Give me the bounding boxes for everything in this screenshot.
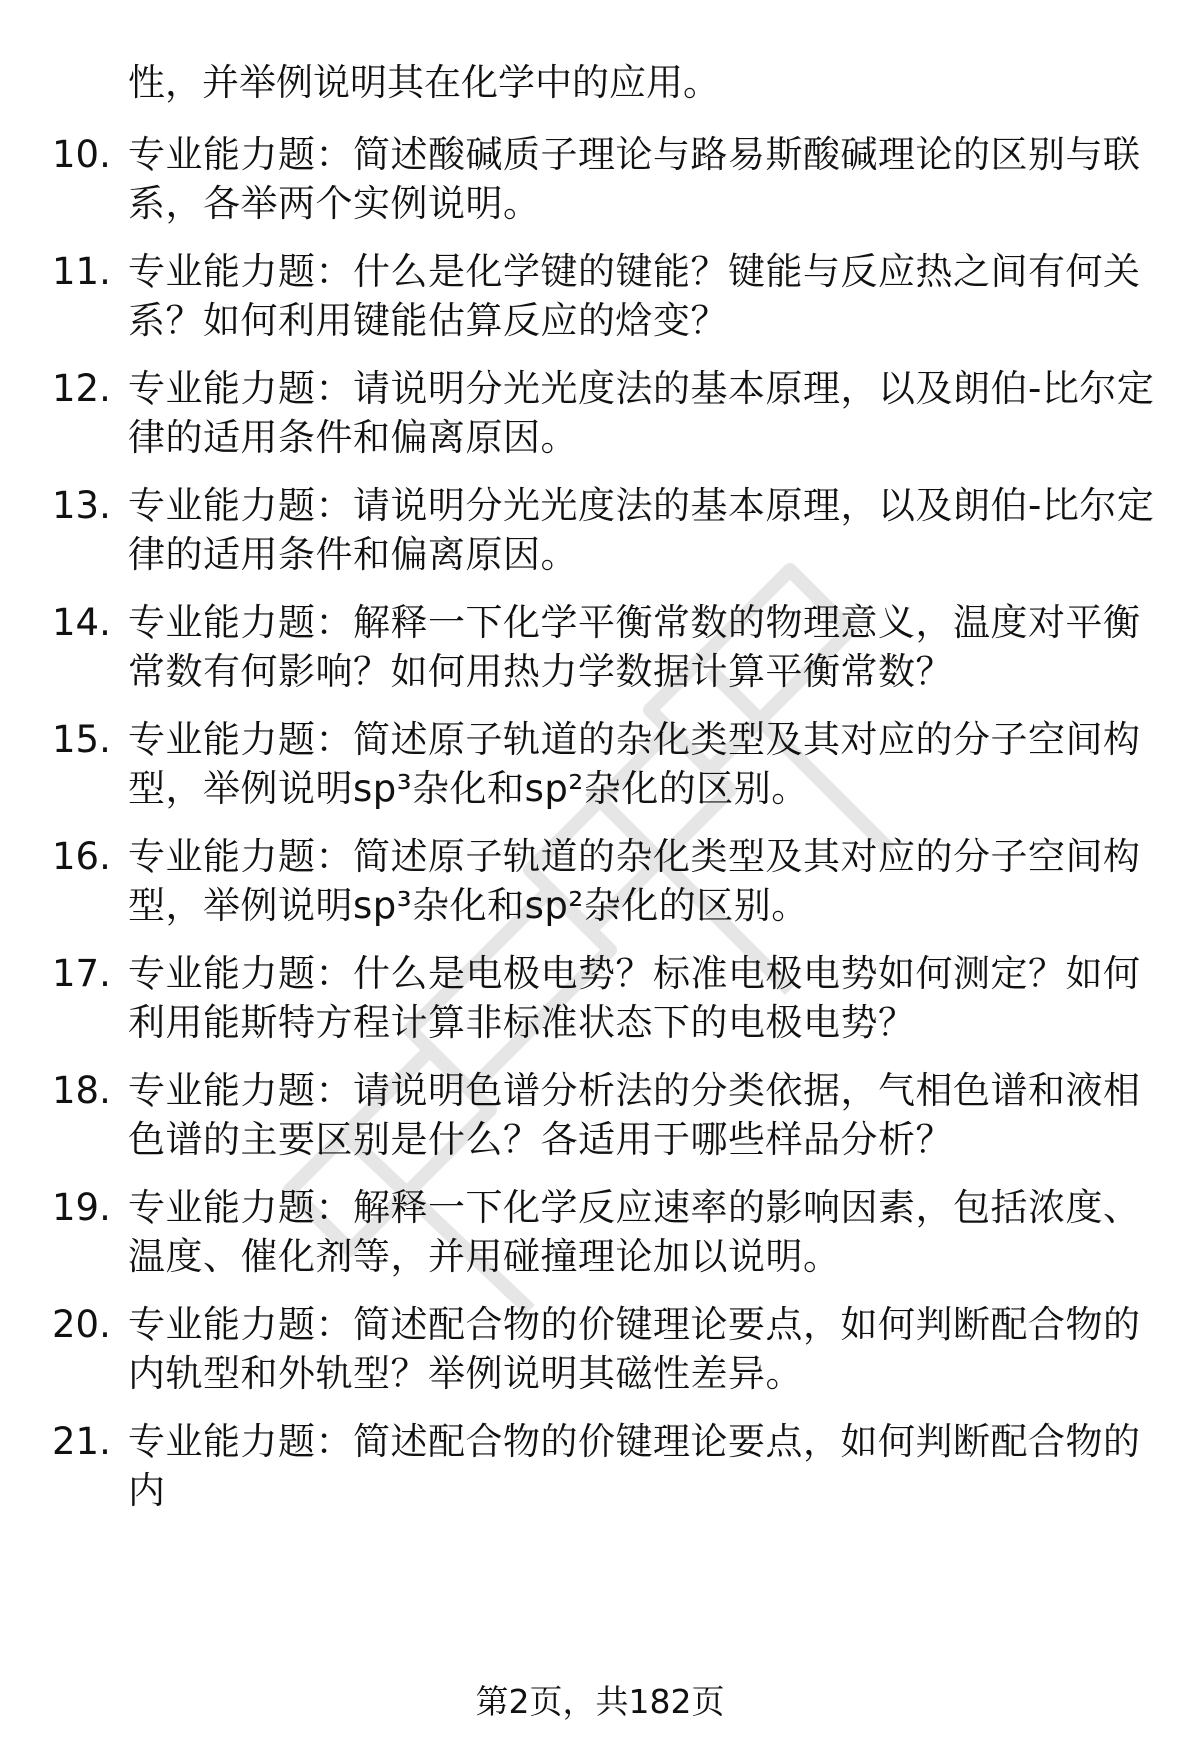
continuation-text: 性，并举例说明其在化学中的应用。 [128,61,720,104]
question-number: 20. [52,1303,111,1346]
question-text: 专业能力题：什么是化学键的键能？键能与反应热之间有何关系？如何利用键能估算反应的焓变？ [128,250,1141,342]
question-number: 13. [52,484,111,527]
question-text: 专业能力题：简述酸碱质子理论与路易斯酸碱理论的区别与联系，各举两个实例说明。 [128,133,1141,225]
question-number: 17. [52,952,111,995]
question-number: 19. [52,1186,111,1229]
question-number: 14. [52,601,111,644]
question-text: 专业能力题：解释一下化学反应速率的影响因素，包括浓度、温度、催化剂等，并用碰撞理论加以说明。 [128,1186,1141,1278]
question-text: 专业能力题：简述原子轨道的杂化类型及其对应的分子空间构型，举例说明sp³杂化和sp²杂化的区别。 [128,835,1141,927]
question-text: 专业能力题：请说明色谱分析法的分类依据，气相色谱和液相色谱的主要区别是什么？各适用于哪些样品分析？ [128,1069,1141,1161]
question-text: 专业能力题：什么是电极电势？标准电极电势如何测定？如何利用能斯特方程计算非标准状态下的电极电势？ [128,952,1141,1044]
question-number: 12. [52,367,111,410]
question-number: 15. [52,718,111,761]
question-number: 21. [52,1420,111,1463]
question-number: 10. [52,133,111,176]
question-text: 专业能力题：请说明分光光度法的基本原理，以及朗伯-比尔定律的适用条件和偏离原因。 [128,484,1155,576]
question-number: 18. [52,1069,111,1112]
question-text: 专业能力题：简述原子轨道的杂化类型及其对应的分子空间构型，举例说明sp³杂化和sp²杂化的区别。 [128,718,1141,810]
question-text: 专业能力题：请说明分光光度法的基本原理，以及朗伯-比尔定律的适用条件和偏离原因。 [128,367,1155,459]
page-footer: 第2页，共182页 [475,1682,725,1721]
question-number: 16. [52,835,111,878]
question-number: 11. [52,250,111,293]
question-text: 专业能力题：解释一下化学平衡常数的物理意义，温度对平衡常数有何影响？如何用热力学数据计算平衡常数？ [128,601,1141,693]
question-text: 专业能力题：简述配合物的价键理论要点，如何判断配合物的内 [128,1420,1141,1512]
question-text: 专业能力题：简述配合物的价键理论要点，如何判断配合物的内轨型和外轨型？举例说明其磁性差异。 [128,1303,1141,1395]
